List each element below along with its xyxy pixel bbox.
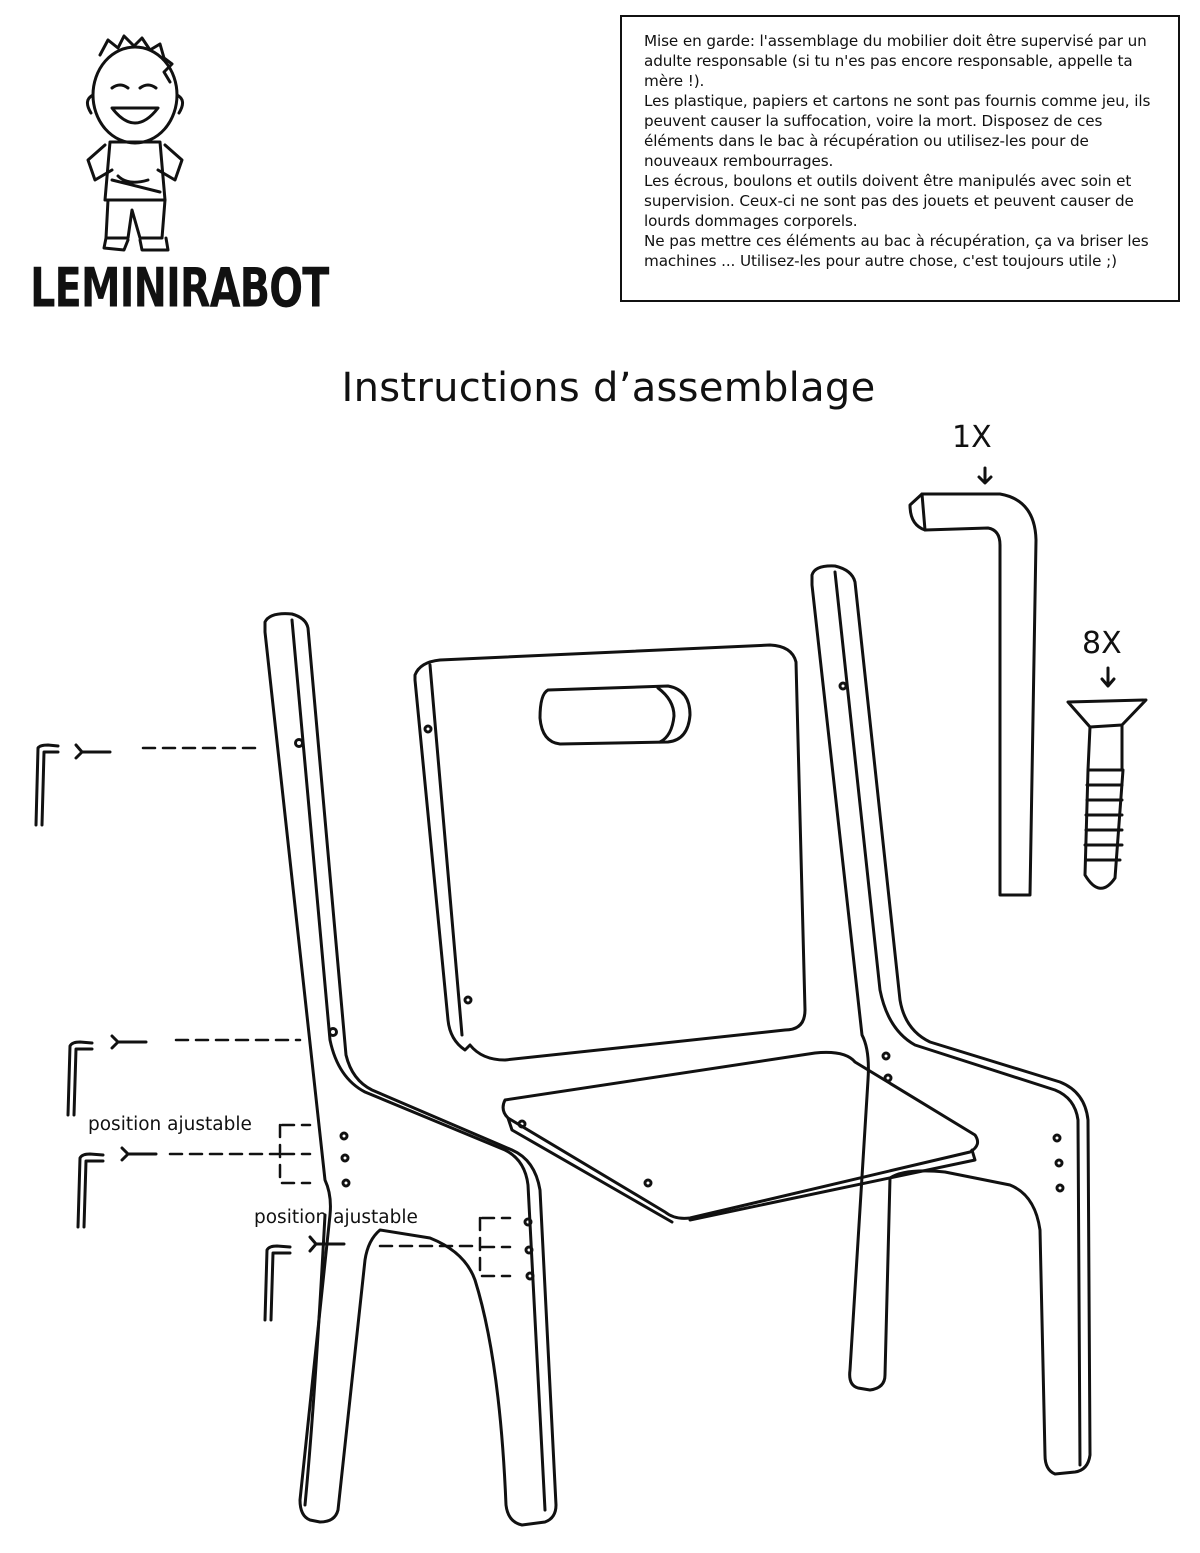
chair-backrest — [415, 645, 805, 1060]
warning-box — [620, 15, 1180, 302]
chair-left-side — [265, 614, 556, 1525]
screw-quantity: 8X — [1082, 626, 1122, 661]
mascot-illustration — [87, 36, 182, 250]
small-allen-key-1 — [36, 745, 58, 825]
warning-paragraph: Les écrous, boulons et outils doivent être manipulés avec soin et supervision. Ceux-ci ne sont pas des jouets et peuvent causer de lourds dommages corporels. — [644, 172, 1134, 230]
small-screw-1 — [76, 745, 110, 758]
bracket-1 — [280, 1125, 310, 1183]
page-title: Instructions d’assemblage — [341, 365, 876, 411]
chair-seat — [503, 1052, 978, 1222]
small-allen-key-4 — [265, 1246, 290, 1320]
warning-paragraph: Les plastique, papiers et cartons ne sont pas fournis comme jeu, ils peuvent causer la suffocation, voire la mort. Disposez de ces éléments dans le bac à récupération ou utilisez-les pour de nouveaux rembourrages. — [644, 92, 1151, 170]
allen-key-icon — [910, 468, 1036, 895]
small-screw-3 — [122, 1148, 156, 1160]
brand-logo: LEMINIRABOT — [30, 258, 329, 321]
chair-right-side — [812, 566, 1090, 1474]
small-screw-2 — [112, 1036, 146, 1048]
small-allen-key-2 — [68, 1042, 92, 1115]
screw-holes — [296, 683, 1064, 1279]
allen-key-quantity: 1X — [952, 420, 992, 455]
adjustable-position-label-1: position ajustable — [88, 1114, 252, 1135]
adjustable-position-label-2: position ajustable — [254, 1207, 418, 1228]
warning-paragraph: Mise en garde: l'assemblage du mobilier doit être supervisé par un adulte responsable (si tu n'es pas encore responsable, appelle ta mère !). — [644, 32, 1147, 90]
small-allen-key-3 — [78, 1154, 103, 1227]
screw-icon — [1068, 668, 1146, 888]
warning-paragraph: Ne pas mettre ces éléments au bac à récupération, ça va briser les machines ... Utilisez-les pour autre chose, c'est toujours utile ;) — [644, 232, 1149, 270]
bracket-2 — [480, 1218, 510, 1276]
